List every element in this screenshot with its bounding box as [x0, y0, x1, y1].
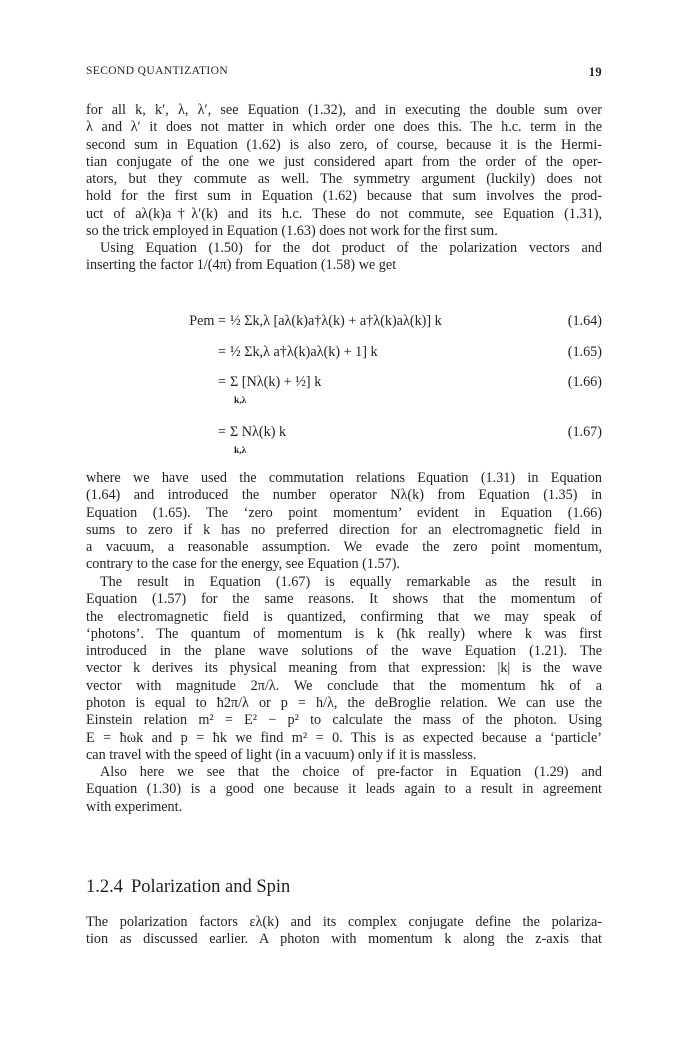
text-line: can travel with the speed of light (in a vacuum) only if it is massless. [86, 746, 477, 763]
text-line: where we have used the commutation relations Equation (1.31) in Equation [86, 470, 602, 486]
equation-block [86, 305, 602, 465]
text-line: photon is equal to ħ2π/λ or p = h/λ, the deBroglie relation. We can use the [86, 695, 602, 712]
text-line: Equation (1.57) for the same reasons. It shows that the momentum of [86, 591, 602, 608]
equation-number: (1.67) [567, 424, 602, 440]
equation-rhs: Σ [Nλ(k) + ½] k [230, 374, 322, 390]
equation-rhs: Σ Nλ(k) k [230, 424, 287, 440]
text-line: introduced in the plane wave solutions of the wave Equation (1.21). The [86, 643, 602, 660]
paragraph-4 [86, 574, 602, 764]
equation-number: (1.65) [567, 344, 602, 360]
equation-number: (1.66) [567, 374, 602, 390]
running-head [86, 65, 602, 83]
section-heading [86, 877, 290, 898]
text-line: The result in Equation (1.67) is equally remarkable as the result in [100, 574, 602, 590]
book-page [86, 0, 602, 1038]
text-line: for all k, k′, λ, λ′, see Equation (1.32), and in executing the double sum over [86, 102, 602, 118]
text-line: hold for the first sum in Equation (1.62) because that sum involves the prod- [86, 188, 602, 205]
equation-rhs: ½ Σk,λ [aλ(k)a†λ(k) + a†λ(k)aλ(k)] k [230, 313, 442, 329]
sum-subscript: k,λ [234, 446, 247, 456]
text-line: contrary to the case for the energy, see Equation (1.57). [86, 556, 400, 573]
equation-1-67 [86, 416, 602, 456]
text-line: the electromagnetic field is quantized, confirming that we may speak of [86, 608, 602, 625]
page-number: 19 [588, 65, 602, 79]
paragraph-6 [86, 914, 602, 949]
text-line: Using Equation (1.50) for the dot product of the polarization vectors and [100, 240, 602, 256]
equation-1-66 [86, 366, 602, 406]
paragraph-3 [86, 470, 602, 574]
text-line: a vacuum, a reasonable assumption. We evade the zero point momentum, [86, 539, 602, 556]
equation-rhs: ½ Σk,λ a†λ(k)aλ(k) + 1] k [230, 344, 378, 360]
text-line: E = ħωk and p = ħk we find m² = 0. This is as expected because a ‘particle’ [86, 729, 602, 746]
section-number: 1.2.4 [86, 877, 123, 897]
equation-lhs: = [217, 374, 226, 390]
text-line: with experiment. [86, 798, 183, 815]
text-line: λ and λ′ it does not matter in which order one does this. The h.c. term in the [86, 119, 602, 136]
text-line: The polarization factors ελ(k) and its complex conjugate define the polariza- [86, 914, 602, 930]
equation-lhs: Pem = [189, 313, 226, 329]
sum-subscript: k,λ [234, 396, 247, 406]
text-line: sums to zero if k has no preferred direction for an electromagnetic field in [86, 521, 602, 538]
text-line: ‘photons’. The quantum of momentum is k (ħk really) where k was first [86, 625, 602, 642]
text-line: (1.64) and introduced the number operator Nλ(k) from Equation (1.35) in [86, 487, 602, 504]
text-line: Einstein relation m² = E² − p² to calculate the mass of the photon. Using [86, 712, 602, 729]
section-title: Polarization and Spin [131, 877, 291, 897]
text-line: vector with magnitude 2π/λ. We conclude that the momentum ħk of a [86, 677, 602, 694]
text-line: inserting the factor 1/(4π) from Equation (1.58) we get [86, 257, 397, 274]
text-line: so the trick employed in Equation (1.63) does not work for the first sum. [86, 223, 498, 240]
paragraph-5 [86, 764, 602, 816]
equation-lhs: = [217, 424, 226, 440]
equation-lhs: = [217, 344, 226, 360]
paragraph-2 [86, 240, 602, 275]
text-line: Equation (1.65). The ‘zero point momentum’ evident in Equation (1.66) [86, 504, 602, 521]
paragraph-1 [86, 102, 602, 240]
text-line: tion as discussed earlier. A photon with momentum k along the z-axis that [86, 931, 602, 948]
text-line: second sum in Equation (1.62) is also zero, of course, because it is the Hermi- [86, 136, 602, 153]
text-line: uct of aλ(k)a†λ′(k) and its h.c. These do not commute, see Equation (1.31), [86, 205, 602, 222]
equation-number: (1.64) [567, 313, 602, 329]
text-line: Also here we see that the choice of pre-factor in Equation (1.29) and [100, 764, 602, 780]
text-line: tian conjugate of the one we just considered apart from the order of the oper- [86, 153, 602, 170]
running-title: SECOND QUANTIZATION [86, 65, 229, 77]
text-line: vector k derives its physical meaning from that expression: |k| is the wave [86, 660, 602, 677]
text-line: Equation (1.30) is a good one because it leads again to a result in agreement [86, 781, 602, 798]
text-line: ators, but they commute as well. The symmetry argument (luckily) does not [86, 171, 602, 188]
